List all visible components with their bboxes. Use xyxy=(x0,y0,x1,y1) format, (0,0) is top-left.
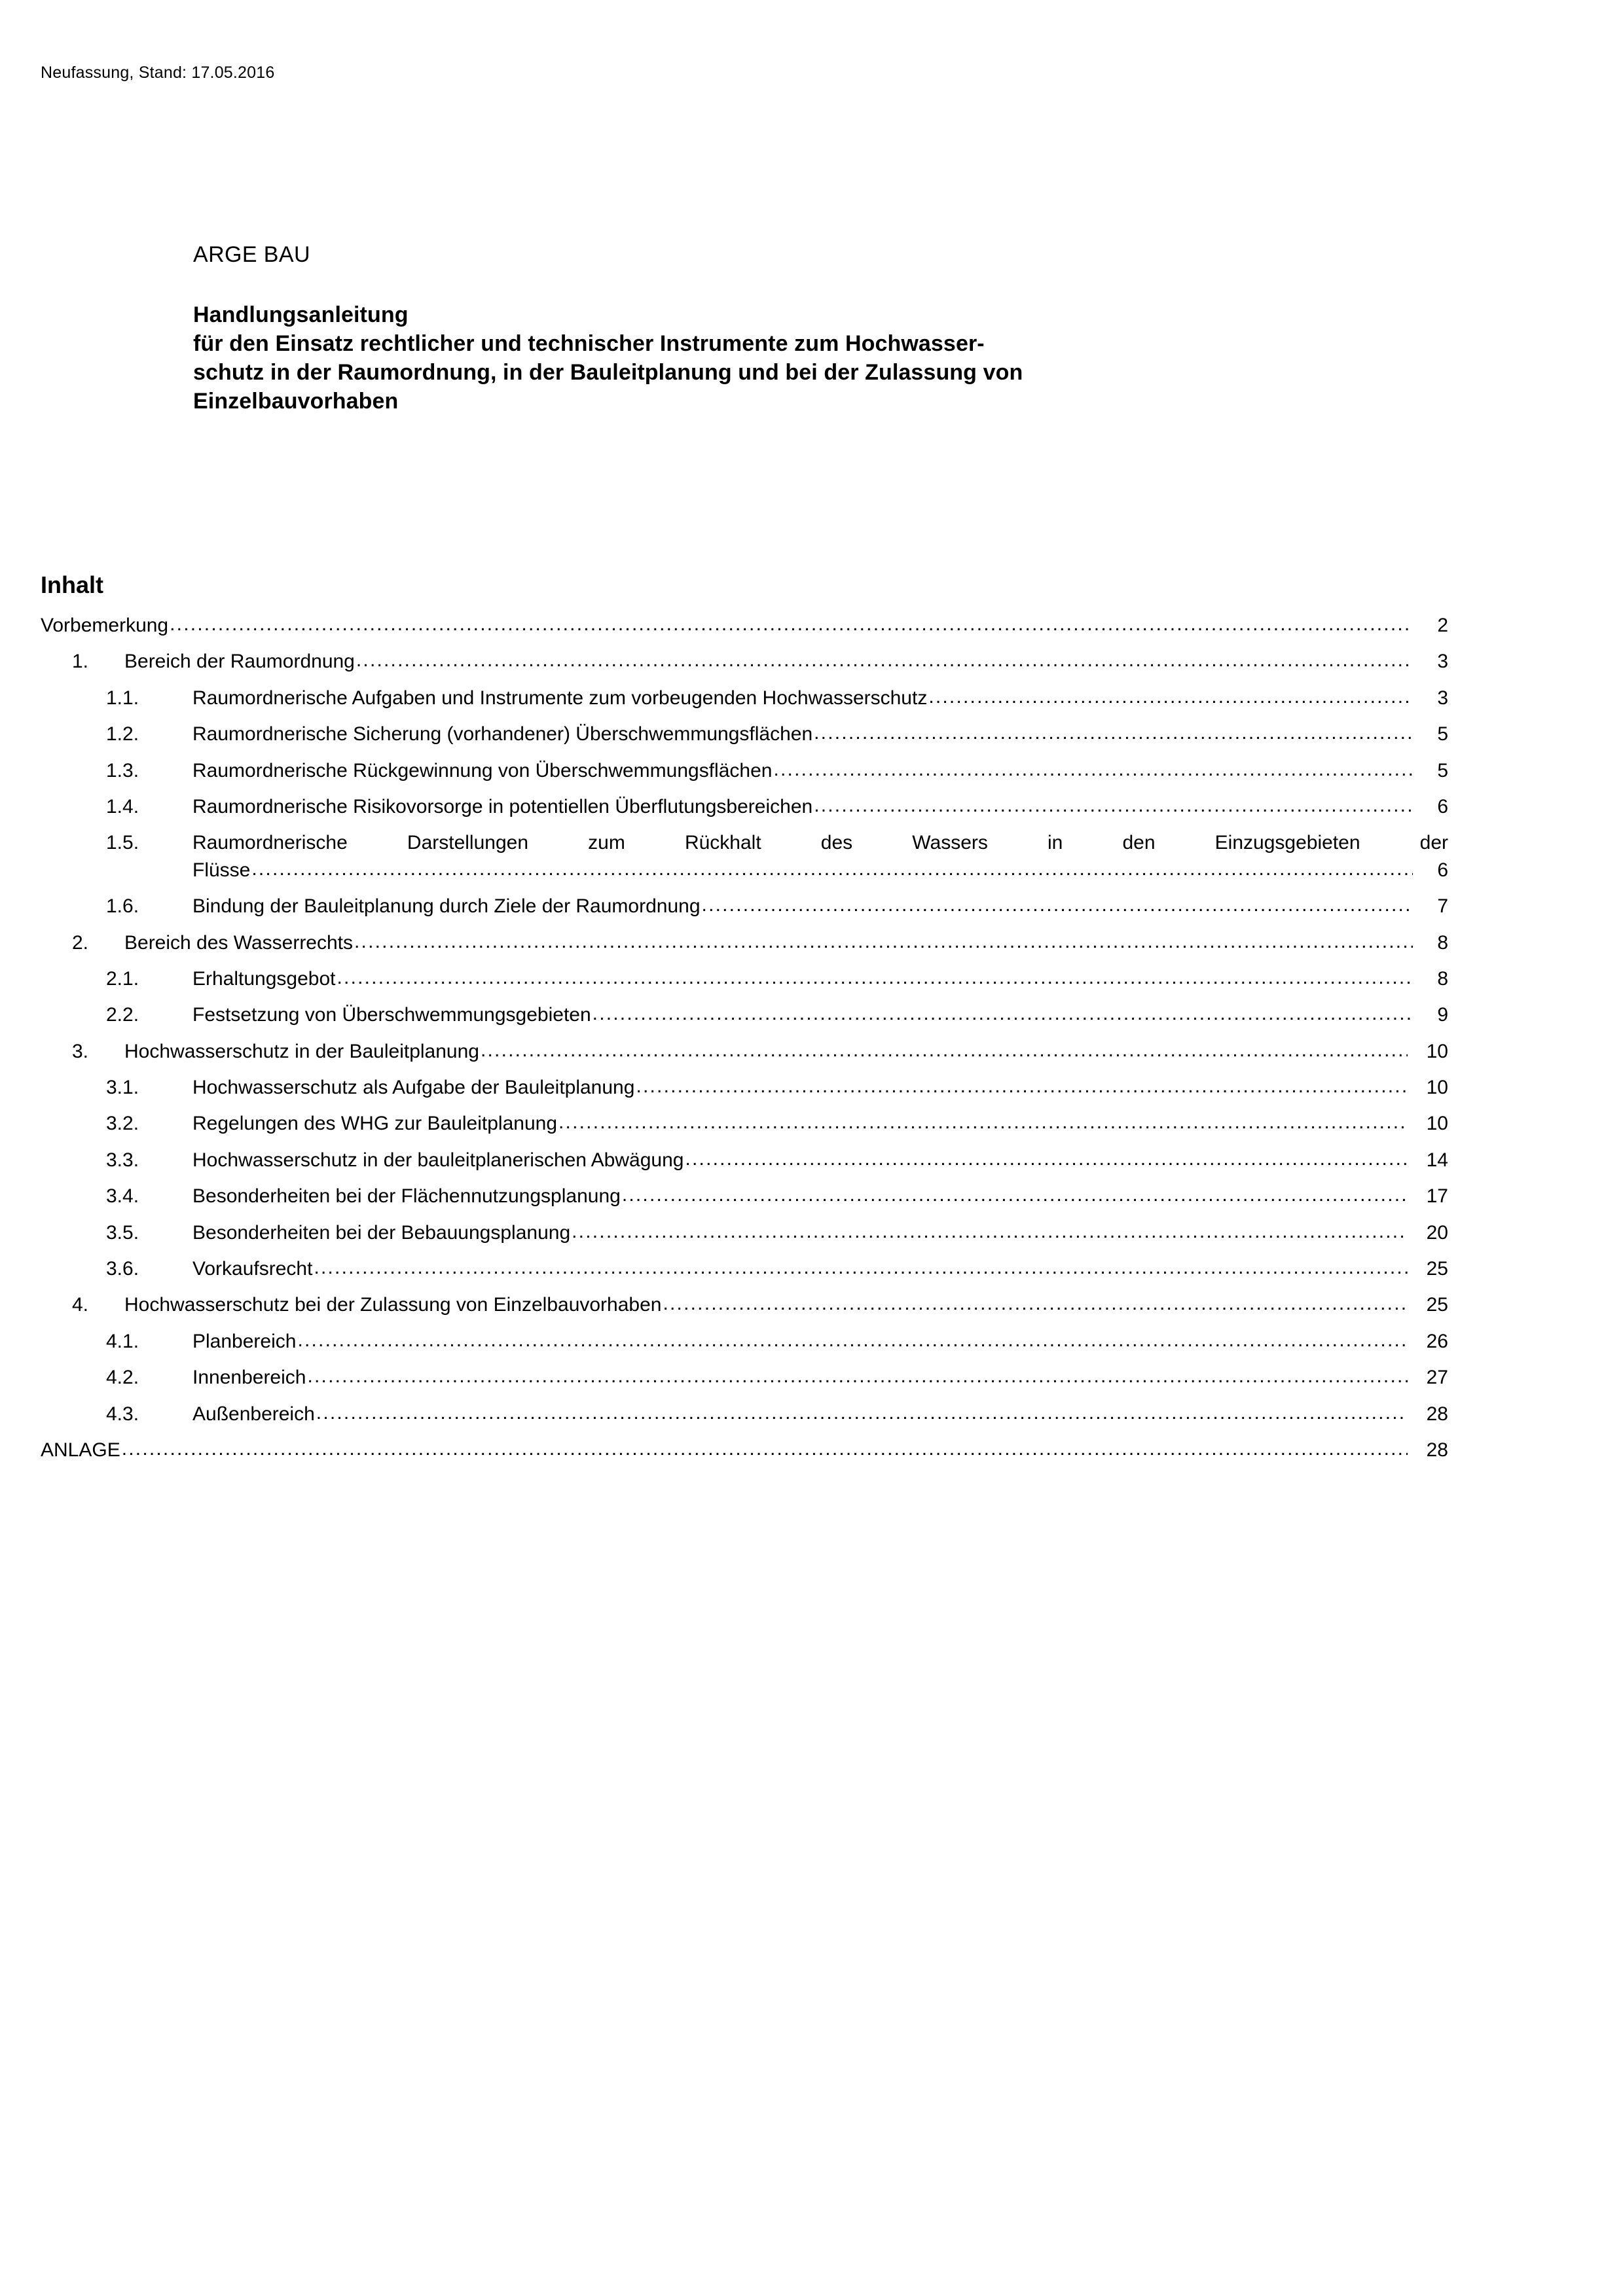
toc-entry[interactable] xyxy=(41,967,1448,990)
toc-entry-title: Vorkaufsrecht xyxy=(192,1258,313,1280)
toc-entry-title: Hochwasserschutz in der bauleitplanerischen Abwägung xyxy=(192,1149,684,1171)
toc-entry-page-number: 28 xyxy=(1426,1403,1448,1425)
toc-entry-page-number: 3 xyxy=(1437,687,1448,709)
toc-dot-leader xyxy=(928,685,1413,708)
toc-dot-leader xyxy=(122,1437,1408,1460)
toc-entry-title: Planbereich xyxy=(192,1330,297,1352)
toc-entry[interactable] xyxy=(41,650,1448,673)
table-of-contents-heading: Inhalt xyxy=(41,571,103,598)
toc-dot-leader xyxy=(572,1220,1408,1243)
organisation-name: ARGE BAU xyxy=(193,242,310,267)
toc-entry-number: 3.6. xyxy=(106,1258,139,1280)
toc-entry-title: Hochwasserschutz als Aufgabe der Bauleitplanung xyxy=(192,1077,635,1099)
toc-entry-number: 4.3. xyxy=(106,1403,139,1425)
toc-entry-title: Außenbereich xyxy=(192,1403,315,1425)
toc-entry[interactable] xyxy=(41,1003,1448,1026)
toc-entry-page-number: 20 xyxy=(1426,1221,1448,1244)
toc-entry-page-number: 9 xyxy=(1437,1004,1448,1026)
toc-dot-leader xyxy=(622,1183,1408,1206)
toc-dot-leader xyxy=(593,1002,1413,1025)
toc-entry[interactable] xyxy=(41,1040,1448,1063)
toc-entry-page-number: 17 xyxy=(1426,1185,1448,1208)
toc-entry-title: Bereich der Raumordnung xyxy=(124,651,355,673)
toc-entry-page-number: 14 xyxy=(1426,1149,1448,1171)
toc-dot-leader xyxy=(814,794,1413,817)
toc-dot-leader xyxy=(307,1365,1408,1388)
toc-dot-leader xyxy=(702,893,1413,916)
toc-dot-leader xyxy=(685,1147,1408,1170)
toc-entry[interactable] xyxy=(41,1149,1448,1172)
toc-entry[interactable] xyxy=(41,1366,1448,1389)
toc-entry[interactable] xyxy=(41,931,1448,954)
toc-entry-title: Innenbereich xyxy=(192,1367,306,1389)
toc-entry-number: 1.3. xyxy=(106,759,139,781)
toc-entry-title: Raumordnerische Aufgaben und Instrumente zum vorbeugenden Hochwasserschutz xyxy=(192,687,928,709)
toc-entry[interactable] xyxy=(41,795,1448,818)
toc-entry-page-number: 27 xyxy=(1426,1367,1448,1389)
toc-entry[interactable] xyxy=(41,1293,1448,1316)
toc-entry[interactable] xyxy=(41,1257,1448,1280)
toc-entry-number: 1.1. xyxy=(106,687,139,709)
toc-dot-leader xyxy=(773,758,1413,781)
toc-dot-leader xyxy=(481,1039,1408,1062)
toc-entry-page-number: 25 xyxy=(1426,1258,1448,1280)
toc-entry-number: 1.2. xyxy=(106,723,139,745)
toc-entry-title: Raumordnerische Rückgewinnung von Überschwemmungsflächen xyxy=(192,759,773,781)
toc-dot-leader xyxy=(663,1292,1408,1315)
toc-entry-title: Hochwasserschutz bei der Zulassung von Einzelbauvorhaben xyxy=(124,1294,662,1316)
toc-entry-title-continued: Flüsse xyxy=(192,859,251,881)
document-title xyxy=(193,300,1449,416)
document-title-line-4: Einzelbauvorhaben xyxy=(193,389,399,414)
table-of-contents xyxy=(41,614,1448,1475)
toc-entry-number: 1.6. xyxy=(106,895,139,918)
toc-dot-leader xyxy=(314,1256,1408,1279)
document-revision-header: Neufassung, Stand: 17.05.2016 xyxy=(41,63,275,82)
toc-dot-leader xyxy=(814,721,1413,744)
toc-entry-title: Raumordnerische Sicherung (vorhandener) Überschwemmungsflächen xyxy=(192,723,813,745)
toc-entry-title: Raumordnerische Risikovorsorge in potentiellen Überflutungsbereichen xyxy=(192,795,813,817)
toc-dot-leader xyxy=(558,1111,1408,1134)
toc-entry-page-number: 10 xyxy=(1426,1113,1448,1135)
toc-entry-page-number: 28 xyxy=(1426,1439,1448,1461)
toc-entry[interactable] xyxy=(41,1221,1448,1244)
toc-entry-number: 1.4. xyxy=(106,795,139,817)
toc-entry[interactable] xyxy=(41,1330,1448,1353)
toc-entry-number: 3.4. xyxy=(106,1185,139,1208)
document-title-line-2: für den Einsatz rechtlicher und technischer Instrumente zum Hochwasser- xyxy=(193,331,985,356)
toc-entry-title: Erhaltungsgebot xyxy=(192,967,336,990)
toc-dot-leader xyxy=(170,613,1413,636)
toc-entry[interactable] xyxy=(41,1112,1448,1135)
document-title-line-1: Handlungsanleitung xyxy=(193,302,409,327)
toc-dot-leader xyxy=(354,930,1413,953)
toc-entry-title: Hochwasserschutz in der Bauleitplanung xyxy=(124,1040,479,1062)
toc-dot-leader xyxy=(337,966,1413,989)
toc-entry-page-number: 2 xyxy=(1437,615,1448,636)
toc-entry-number: 4.1. xyxy=(106,1330,139,1352)
toc-entry-title: Raumordnerische Darstellungen zum Rückhalt des Wassers in den Einzugsgebieten der xyxy=(192,832,1448,854)
toc-entry[interactable] xyxy=(41,723,1448,745)
toc-dot-leader xyxy=(297,1329,1408,1352)
toc-entry-page-number: 6 xyxy=(1437,795,1448,817)
toc-entry-page-number: 26 xyxy=(1426,1330,1448,1352)
toc-entry-number: 2.2. xyxy=(106,1004,139,1026)
toc-entry[interactable] xyxy=(41,614,1448,637)
toc-entry-number: 3.1. xyxy=(106,1077,139,1099)
toc-entry-page-number: 7 xyxy=(1437,895,1448,918)
toc-entry-number: 1.5. xyxy=(106,832,139,854)
toc-entry-title: Bereich des Wasserrechts xyxy=(124,931,354,954)
toc-entry-title: Besonderheiten bei der Flächennutzungsplanung xyxy=(192,1185,621,1208)
toc-dot-leader xyxy=(251,857,1413,880)
toc-entry[interactable] xyxy=(41,1439,1448,1462)
toc-entry-number: 2.1. xyxy=(106,967,139,990)
toc-entry-page-number: 10 xyxy=(1426,1077,1448,1099)
toc-entry-page-number: 5 xyxy=(1437,723,1448,745)
toc-entry-page-number: 8 xyxy=(1437,967,1448,990)
toc-entry-page-number: 5 xyxy=(1437,759,1448,781)
title-block xyxy=(193,241,1449,416)
document-title-line-3: schutz in der Raumordnung, in der Bauleitplanung und bei der Zulassung von xyxy=(193,359,1023,385)
toc-entry-title: Besonderheiten bei der Bebauungsplanung xyxy=(192,1221,571,1244)
toc-entry-title: Bindung der Bauleitplanung durch Ziele der Raumordnung xyxy=(192,895,701,918)
toc-dot-leader xyxy=(316,1401,1408,1424)
toc-entry[interactable] xyxy=(41,831,1448,882)
toc-entry-number: 3.3. xyxy=(106,1149,139,1171)
toc-entry-title: Festsetzung von Überschwemmungsgebieten xyxy=(192,1004,591,1026)
toc-entry-number: 4.2. xyxy=(106,1367,139,1389)
toc-entry[interactable] xyxy=(41,1403,1448,1426)
toc-entry-page-number: 10 xyxy=(1426,1040,1448,1062)
toc-dot-leader xyxy=(636,1075,1408,1098)
toc-entry[interactable] xyxy=(41,759,1448,782)
toc-entry-page-number: 6 xyxy=(1437,859,1448,881)
toc-entry[interactable] xyxy=(41,1185,1448,1208)
toc-entry-number: 3. xyxy=(72,1040,89,1062)
toc-entry-page-number: 8 xyxy=(1437,931,1448,954)
toc-entry-number: 2. xyxy=(72,931,89,954)
toc-entry-page-number: 25 xyxy=(1426,1294,1448,1316)
toc-entry-page-number: 3 xyxy=(1437,651,1448,673)
toc-entry-title: ANLAGE xyxy=(41,1439,120,1461)
toc-entry[interactable] xyxy=(41,687,1448,709)
toc-entry-title: Vorbemerkung xyxy=(41,615,169,636)
toc-entry-number: 3.5. xyxy=(106,1221,139,1244)
toc-entry-title: Regelungen des WHG zur Bauleitplanung xyxy=(192,1113,558,1135)
toc-entry-number: 3.2. xyxy=(106,1113,139,1135)
toc-dot-leader xyxy=(356,649,1413,672)
toc-entry[interactable] xyxy=(41,895,1448,918)
toc-entry-number: 1. xyxy=(72,651,89,673)
toc-entry[interactable] xyxy=(41,1076,1448,1099)
toc-entry-number: 4. xyxy=(72,1294,89,1316)
